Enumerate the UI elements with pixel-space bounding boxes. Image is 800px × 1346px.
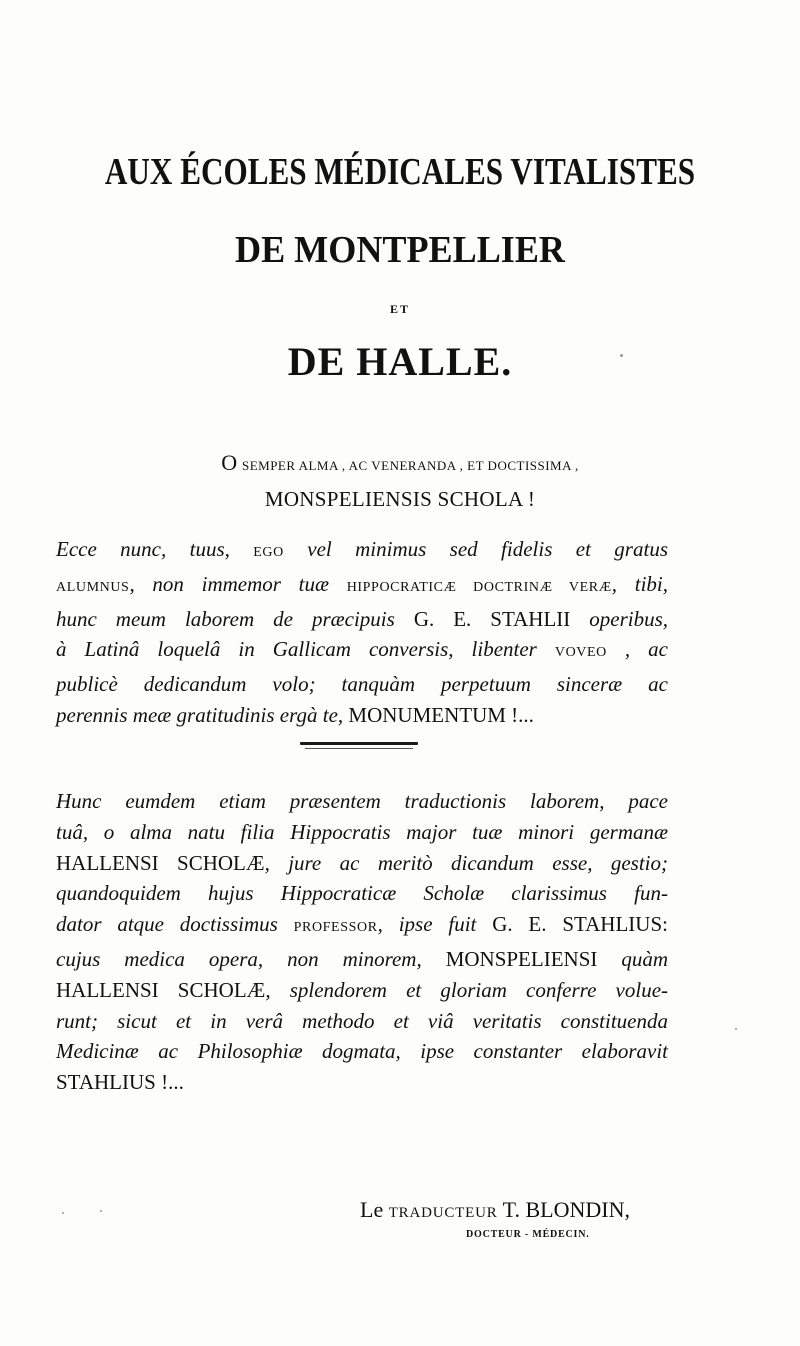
text-run: , jure ac meritò dicandum esse, gestio; xyxy=(264,850,668,875)
text-run: Ecce nunc, tuus, xyxy=(56,537,254,561)
paragraph-line xyxy=(56,569,668,604)
upright-run: HALLENSI SCHOLÆ xyxy=(56,850,265,875)
small-caps-run: VOVEO xyxy=(554,645,607,661)
text-run: Medicinæ ac Philosophiæ dogmata, ipse constanter elaboravit xyxy=(56,1039,668,1064)
text-run: , ipse fuit xyxy=(377,912,493,937)
text-run: operibus, xyxy=(570,606,669,631)
text-run: , tibi, xyxy=(611,571,668,596)
paragraph-line xyxy=(56,534,668,569)
paragraph-line xyxy=(56,975,668,1006)
paragraph-line xyxy=(56,786,668,817)
upright-run: G. E. STAHLIUS xyxy=(492,912,663,937)
section-divider-rule xyxy=(300,742,418,745)
text-run: , splendorem et gloriam conferre volue- xyxy=(265,977,669,1002)
dedication-title-line-2: DE MONTPELLIER xyxy=(235,229,565,271)
text-run: hunc meum laborem de præcipuis xyxy=(56,606,414,631)
paragraph-line xyxy=(56,669,668,700)
paragraph-line xyxy=(56,848,668,879)
paragraph-line xyxy=(56,1036,668,1067)
text-run: tuâ, o alma natu filia Hippocratis major tuæ minori germanæ xyxy=(56,819,668,844)
upright-run: MONUMENTUM !... xyxy=(348,702,534,727)
paragraph-line xyxy=(56,909,668,944)
dedication-title-line-3: DE HALLE. xyxy=(287,339,513,384)
signature-le: Le xyxy=(360,1197,384,1222)
upright-run: HALLENSI SCHOLÆ xyxy=(56,977,266,1002)
text-run: perennis meæ gratitudinis ergà te, xyxy=(56,702,349,727)
latin-paragraph-1 xyxy=(56,534,668,731)
upright-run: STAHLIUS !... xyxy=(56,1070,184,1095)
text-run: quandoquidem hujus Hippocraticæ Scholæ clarissimus fun- xyxy=(56,881,668,906)
latin-paragraph-2 xyxy=(56,786,668,1098)
text-run: quàm xyxy=(597,946,669,971)
paragraph-line xyxy=(56,1067,668,1098)
invocation-words: SEMPER ALMA , AC VENERANDA , ET DOCTISSIMA , xyxy=(241,458,579,473)
dedication-title-line-1: AUX ÉCOLES MÉDICALES VITALISTES xyxy=(104,151,696,193)
paragraph-line xyxy=(56,944,668,975)
paragraph-line xyxy=(56,1006,668,1037)
upright-run: G. E. STAHLII xyxy=(413,606,571,631)
translator-degree: DOCTEUR - MÉDECIN. xyxy=(466,1229,590,1240)
text-run: , non immemor tuæ xyxy=(129,571,347,596)
small-caps-run: EGO xyxy=(253,545,284,560)
text-run: dator atque doctissimus xyxy=(56,912,294,937)
paragraph-line xyxy=(56,817,668,848)
text-run: , ac xyxy=(606,637,668,662)
text-run: à Latinâ loquelâ in Gallicam conversis, libenter xyxy=(56,637,555,662)
paper-speck xyxy=(735,1028,737,1030)
paper-speck xyxy=(62,1212,64,1214)
text-run: Hunc eumdem etiam præsentem traductionis laborem, pace xyxy=(56,789,668,813)
small-caps-run: HIPPOCRATICÆ DOCTRINÆ VERÆ xyxy=(346,579,612,595)
dedication-title-conjunction: ET xyxy=(389,302,410,316)
invocation-initial: O xyxy=(221,450,238,475)
invocation-schola: MONSPELIENSIS SCHOLA ! xyxy=(264,487,536,511)
text-run: cujus medica opera, non minorem, xyxy=(56,946,446,971)
text-run: runt; sicut et in verâ methodo et viâ veritatis constituenda xyxy=(56,1008,668,1033)
text-run: publicè dedicandum volo; tanquàm perpetuum sinceræ ac xyxy=(56,672,668,697)
signature-name: T. BLONDIN, xyxy=(502,1197,630,1222)
small-caps-run: ALUMNUS xyxy=(56,579,130,595)
upright-run: : xyxy=(662,912,668,937)
translator-signature xyxy=(360,1197,660,1223)
paper-speck xyxy=(620,354,623,357)
paragraph-line xyxy=(56,634,668,669)
paper-speck xyxy=(100,1210,102,1212)
paragraph-line xyxy=(56,604,668,635)
text-run: vel minimus sed fidelis et gratus xyxy=(283,537,668,561)
paragraph-line xyxy=(56,700,668,731)
section-divider-hairline xyxy=(305,748,413,749)
paragraph-line xyxy=(56,878,668,909)
signature-role: TRADUCTEUR xyxy=(388,1205,498,1221)
invocation-line xyxy=(0,450,800,476)
upright-run: MONSPELIENSI xyxy=(445,946,598,971)
small-caps-run: PROFESSOR xyxy=(293,920,378,936)
